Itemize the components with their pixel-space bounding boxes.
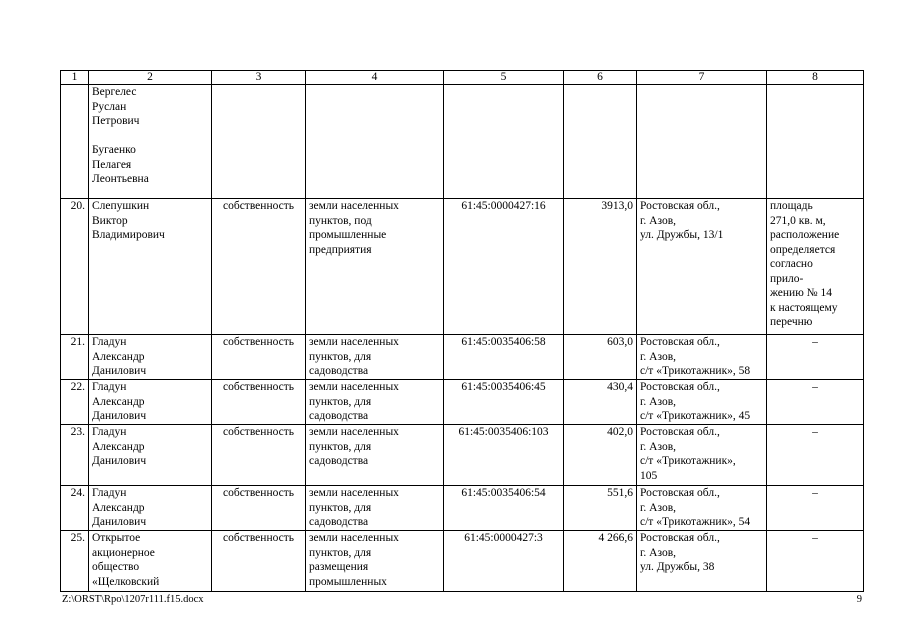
page-number: 9: [856, 594, 862, 605]
note-cell: площадь 271,0 кв. м, расположение определяется согласно прило- жению № 14 к настоящему перечню: [767, 199, 864, 335]
table-row: [61, 199, 864, 335]
header-row: [61, 71, 864, 85]
table-row: [61, 85, 864, 199]
cadastral-number-cell: [444, 85, 564, 199]
cadastral-number-cell: 61:45:0035406:54: [444, 486, 564, 531]
header-cell: 4: [306, 71, 444, 85]
address-cell: Ростовская обл., г. Азов, с/т «Трикотажник», 58: [637, 335, 767, 380]
right-type-cell: собственность: [212, 425, 306, 486]
address-cell: Ростовская обл., г. Азов, с/т «Трикотажник», 105: [637, 425, 767, 486]
header-cell: 3: [212, 71, 306, 85]
right-type-cell: собственность: [212, 199, 306, 335]
cadastral-number-cell: 61:45:0035406:45: [444, 380, 564, 425]
owner-cell: Гладун Александр Данилович: [89, 380, 212, 425]
right-type-cell: собственность: [212, 486, 306, 531]
owner-cell: Гладун Александр Данилович: [89, 486, 212, 531]
address-cell: Ростовская обл., г. Азов, с/т «Трикотажник», 54: [637, 486, 767, 531]
area-cell: 4 266,6: [564, 531, 637, 592]
cadastral-number-cell: 61:45:0000427:16: [444, 199, 564, 335]
owner-cell: Слепушкин Виктор Владимирович: [89, 199, 212, 335]
right-type-cell: собственность: [212, 531, 306, 592]
land-category-cell: земли населенных пунктов, для садоводства: [306, 425, 444, 486]
area-cell: [564, 85, 637, 199]
table-row: [61, 425, 864, 486]
land-category-cell: [306, 85, 444, 199]
header-cell: 5: [444, 71, 564, 85]
note-cell: –: [767, 486, 864, 531]
table-row: [61, 380, 864, 425]
land-category-cell: земли населенных пунктов, для садоводства: [306, 486, 444, 531]
owner-cell: Гладун Александр Данилович: [89, 335, 212, 380]
cadastral-number-cell: 61:45:0035406:58: [444, 335, 564, 380]
right-type-cell: собственность: [212, 380, 306, 425]
address-cell: Ростовская обл., г. Азов, с/т «Трикотажник», 45: [637, 380, 767, 425]
table-row: [61, 531, 864, 592]
row-number: 20.: [61, 199, 89, 335]
address-cell: Ростовская обл., г. Азов, ул. Дружбы, 13/1: [637, 199, 767, 335]
right-type-cell: собственность: [212, 335, 306, 380]
area-cell: 603,0: [564, 335, 637, 380]
land-category-cell: земли населенных пунктов, под промышленные предприятия: [306, 199, 444, 335]
address-cell: Ростовская обл., г. Азов, ул. Дружбы, 38: [637, 531, 767, 592]
owner-cell: Открытое акционерное общество «Щелковский: [89, 531, 212, 592]
table-row: [61, 486, 864, 531]
land-category-cell: земли населенных пунктов, для садоводства: [306, 335, 444, 380]
area-cell: 402,0: [564, 425, 637, 486]
note-cell: –: [767, 335, 864, 380]
header-cell: 7: [637, 71, 767, 85]
row-number: [61, 85, 89, 199]
owner-cell: Гладун Александр Данилович: [89, 425, 212, 486]
header-cell: 8: [767, 71, 864, 85]
cadastral-number-cell: 61:45:0035406:103: [444, 425, 564, 486]
area-cell: 3913,0: [564, 199, 637, 335]
note-cell: –: [767, 425, 864, 486]
header-cell: 6: [564, 71, 637, 85]
right-type-cell: [212, 85, 306, 199]
header-cell: 1: [61, 71, 89, 85]
table-row: [61, 335, 864, 380]
area-cell: 430,4: [564, 380, 637, 425]
row-number: 25.: [61, 531, 89, 592]
note-cell: [767, 85, 864, 199]
row-number: 22.: [61, 380, 89, 425]
note-cell: –: [767, 531, 864, 592]
note-cell: –: [767, 380, 864, 425]
row-number: 24.: [61, 486, 89, 531]
land-category-cell: земли населенных пунктов, для садоводства: [306, 380, 444, 425]
cadastral-number-cell: 61:45:0000427:3: [444, 531, 564, 592]
file-path-footer: Z:\ORST\Rpo\1207r111.f15.docx: [62, 594, 204, 605]
row-number: 21.: [61, 335, 89, 380]
owner-cell: Вергелес Руслан Петрович Бугаенко Пелагея Леонтьевна: [89, 85, 212, 199]
address-cell: [637, 85, 767, 199]
land-category-cell: земли населенных пунктов, для размещения промышленных: [306, 531, 444, 592]
header-cell: 2: [89, 71, 212, 85]
row-number: 23.: [61, 425, 89, 486]
area-cell: 551,6: [564, 486, 637, 531]
land-registry-table: [60, 70, 864, 592]
